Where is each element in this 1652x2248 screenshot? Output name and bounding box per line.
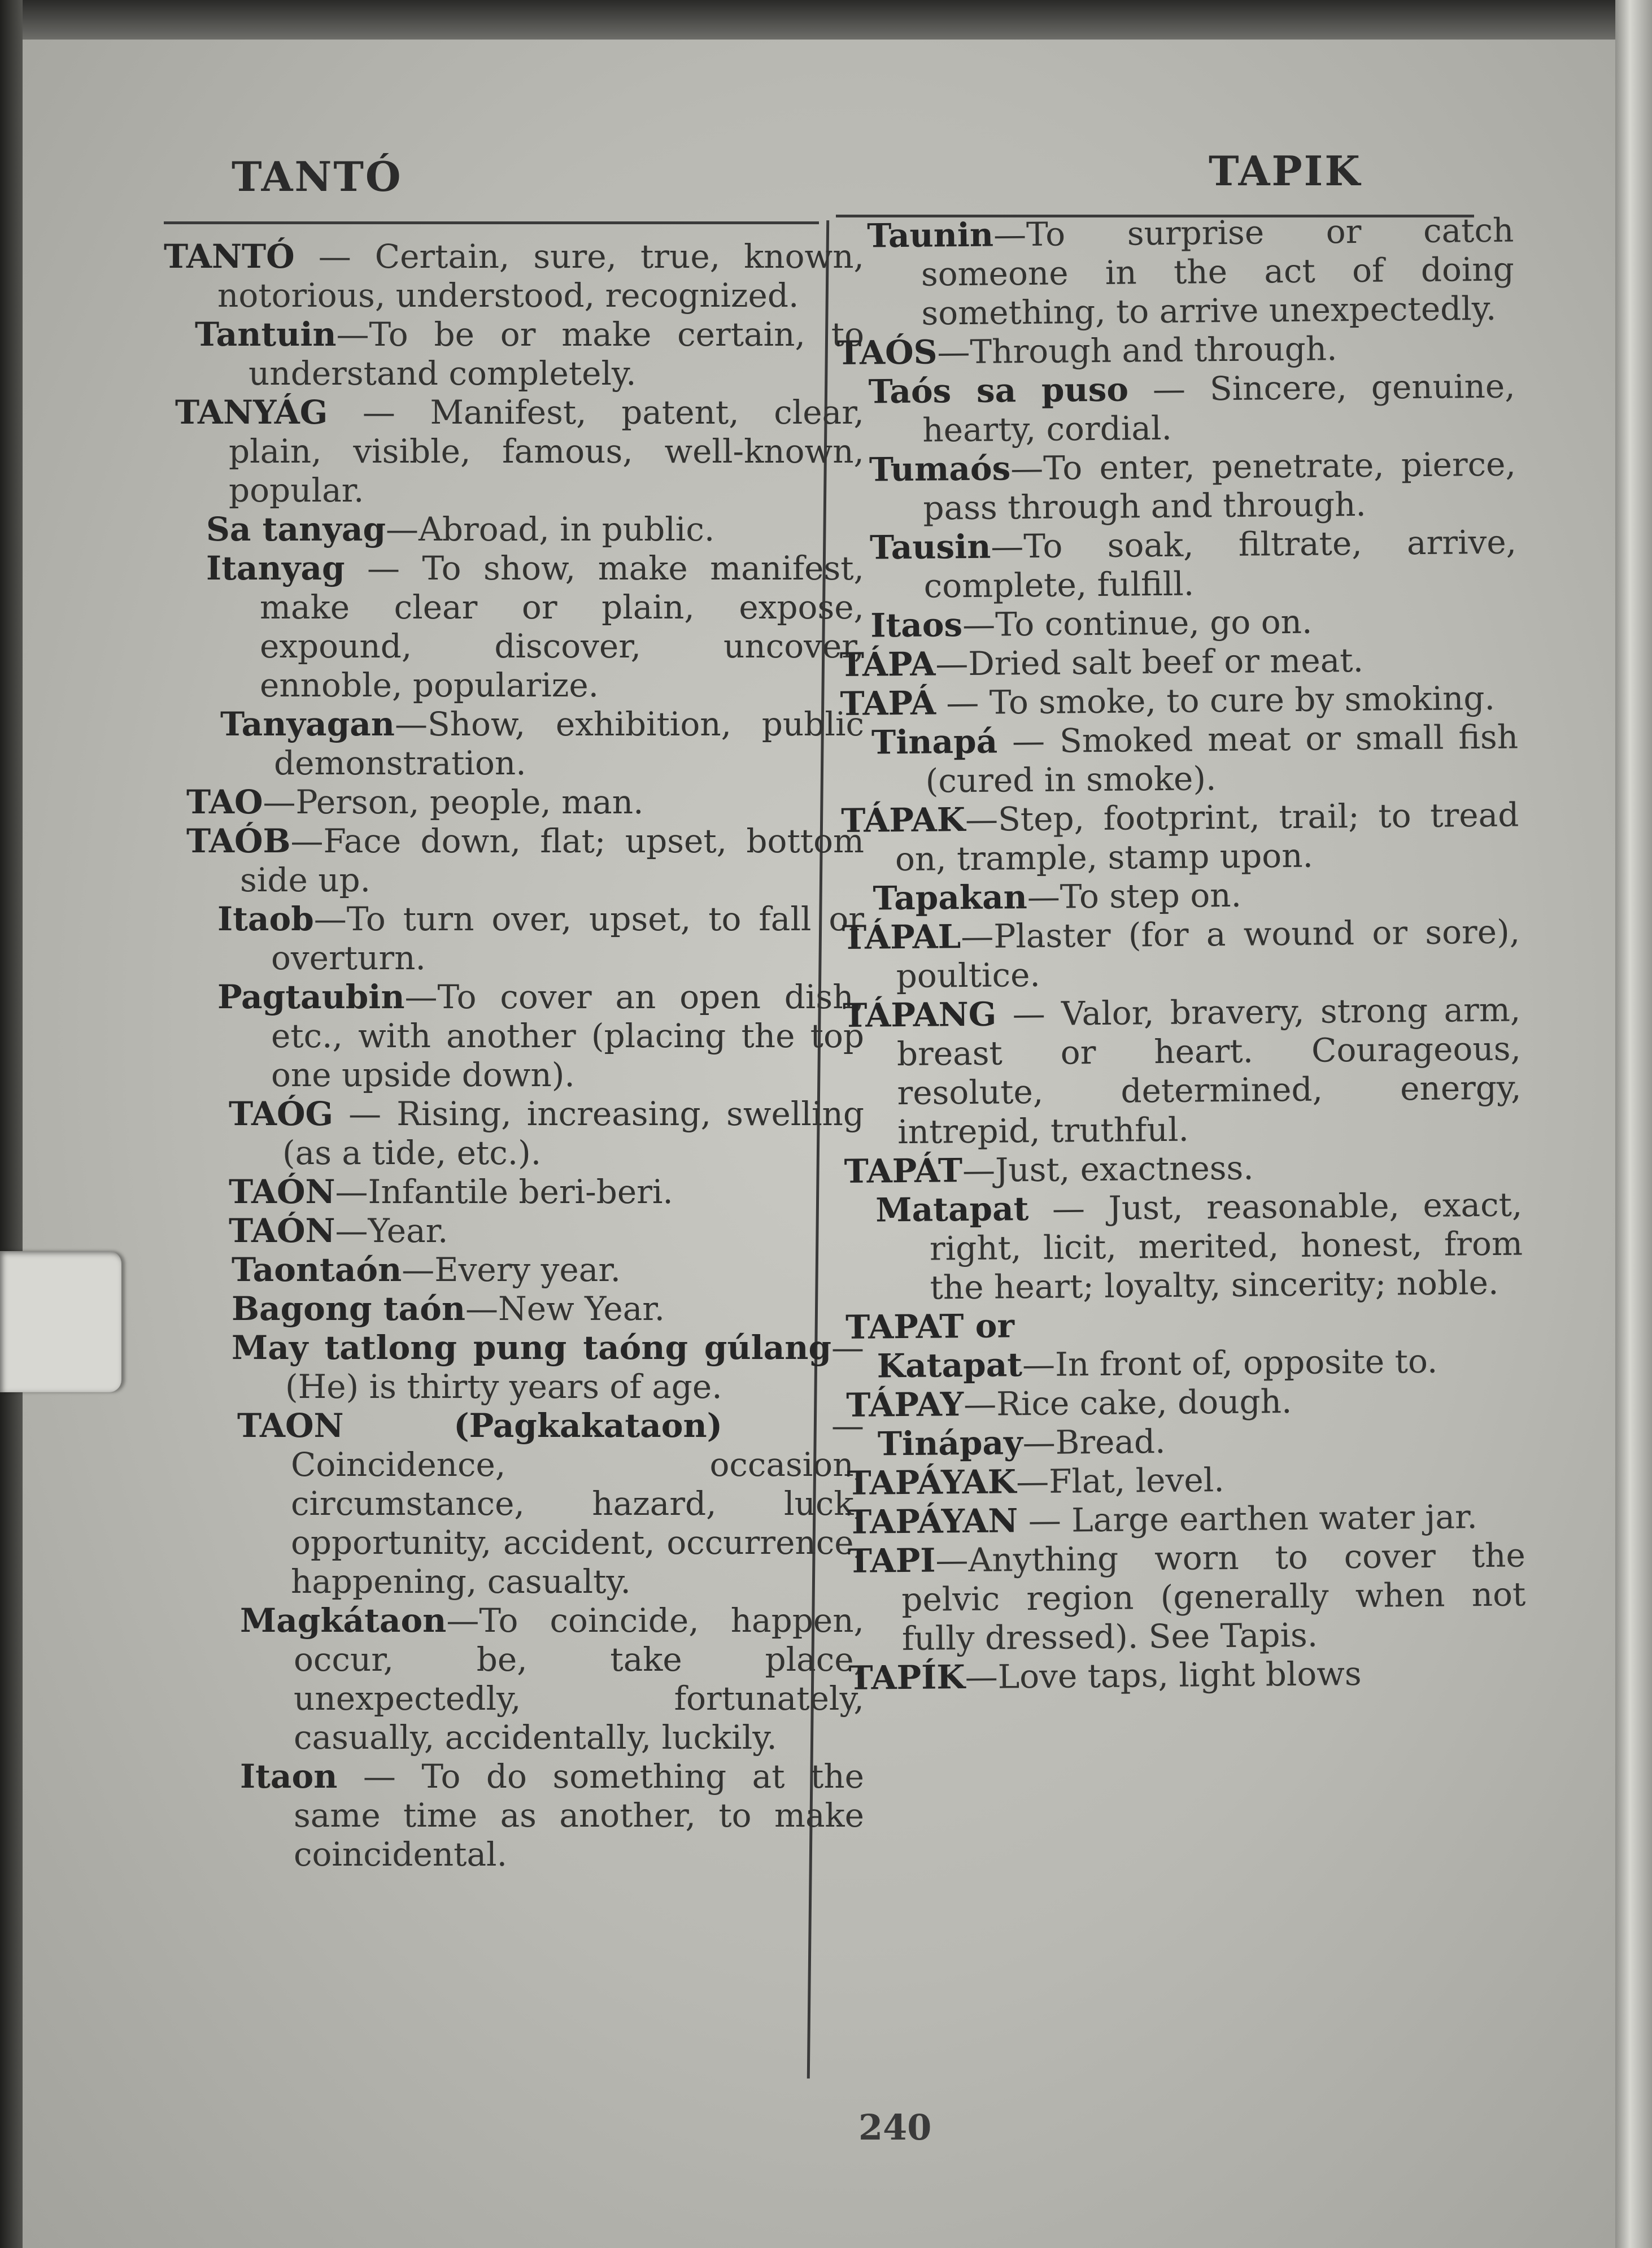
headword: Taontaón bbox=[232, 1251, 402, 1289]
definition: — To do something at the same time as another, to make coincidental. bbox=[294, 1757, 864, 1874]
headword: TÁPA bbox=[839, 644, 936, 684]
definition: — Valor, bravery, strong arm, breast or heart. Courageous, resolute, determined, energy, intrepid, truthful. bbox=[896, 990, 1522, 1152]
dictionary-entry bbox=[837, 367, 1515, 451]
headword: Katapat bbox=[877, 1345, 1023, 1386]
definition: —Year. bbox=[335, 1212, 448, 1250]
dictionary-entry bbox=[186, 822, 864, 900]
headword: TAO bbox=[186, 783, 263, 821]
headword: Bagong taón bbox=[232, 1289, 465, 1328]
definition: — Large earthen water jar. bbox=[1018, 1497, 1477, 1540]
dictionary-entry bbox=[843, 990, 1522, 1152]
headword: Itanyag bbox=[206, 549, 345, 587]
thumb-index-tab[interactable] bbox=[0, 1251, 121, 1392]
definition: —Love taps, light blows bbox=[965, 1654, 1362, 1697]
dictionary-entry bbox=[839, 601, 1518, 646]
dictionary-entry bbox=[841, 795, 1519, 879]
left-column bbox=[164, 237, 864, 1874]
headword: Tausin bbox=[869, 527, 991, 567]
headword: TÁPANG bbox=[843, 995, 997, 1035]
headword: TAÓG bbox=[229, 1095, 334, 1133]
definition: —To coincide, happen, occur, be, take place, unexpectedly, fortunately, casually, accidentally, luckily. bbox=[294, 1601, 864, 1757]
definition: —Person, people, man. bbox=[263, 783, 644, 821]
dictionary-entry bbox=[200, 1251, 864, 1289]
dictionary-entry bbox=[229, 1095, 864, 1173]
dictionary-entry bbox=[200, 1289, 864, 1328]
headword: TANTÓ bbox=[164, 237, 295, 276]
headword: TANYÁG bbox=[175, 393, 328, 432]
headword: TÁPAL bbox=[842, 917, 961, 957]
definition: —To enter, penetrate, pierce, pass through and through. bbox=[923, 445, 1516, 528]
dictionary-entry bbox=[209, 1601, 864, 1757]
definition: —In front of, opposite to. bbox=[1022, 1341, 1438, 1384]
definition: —Show, exhibition, public demonstration. bbox=[274, 705, 864, 782]
headword: Itaob bbox=[217, 900, 314, 938]
definition: —Dried salt beef or meat. bbox=[935, 641, 1364, 683]
dictionary-entry bbox=[838, 445, 1516, 529]
right-column bbox=[836, 211, 1527, 1698]
dictionary-entry bbox=[175, 549, 864, 705]
dictionary-entry bbox=[845, 1341, 1524, 1386]
dictionary-entry bbox=[839, 523, 1517, 607]
headword: Sa tanyag bbox=[206, 510, 386, 548]
definition: —Rice cake, dough. bbox=[963, 1382, 1292, 1424]
definition: — Certain, sure, true, known, notorious, understood, recognized. bbox=[217, 237, 864, 315]
dictionary-entry bbox=[842, 912, 1520, 996]
definition: —To cover an open dish, etc., with another (placing the top one upside down). bbox=[271, 978, 864, 1094]
headword: TÁPAK bbox=[841, 800, 966, 840]
dictionary-entry bbox=[175, 393, 864, 510]
headword: TAPAT or bbox=[845, 1306, 1015, 1347]
header-rule-left bbox=[164, 221, 819, 224]
dictionary-entry bbox=[842, 873, 1520, 918]
headword: TÁPAY bbox=[846, 1385, 964, 1424]
headword: TAPÁYAK bbox=[847, 1462, 1017, 1502]
headword: Matapat bbox=[875, 1190, 1029, 1230]
definition: —Just, exactness. bbox=[962, 1148, 1254, 1190]
headword: TAPI bbox=[847, 1541, 936, 1580]
headword: Taós sa puso bbox=[868, 370, 1129, 411]
definition: —To step on. bbox=[1027, 875, 1242, 917]
headword: TAON (Pagkakataon) bbox=[237, 1406, 723, 1445]
dictionary-entry bbox=[846, 1380, 1524, 1424]
headword: Tinápay bbox=[877, 1423, 1023, 1463]
headword: Itaos bbox=[870, 605, 963, 645]
page-number: 240 bbox=[858, 2107, 932, 2148]
dictionary-entry bbox=[847, 1536, 1526, 1658]
definition: —To continue, go on. bbox=[962, 602, 1313, 644]
definition: —To soak, filtrate, arrive, complete, fulfill. bbox=[923, 522, 1517, 605]
dictionary-entry bbox=[847, 1497, 1525, 1541]
dictionary-entry bbox=[209, 1757, 864, 1874]
dictionary-entry bbox=[229, 1173, 864, 1212]
definition: — Coincidence, occasion, circumstance, hazard, luck, opportunity, accident, occurrence, happening, casualty. bbox=[291, 1406, 864, 1601]
headword: TAPÁ bbox=[840, 683, 936, 723]
definition: — Manifest, patent, clear, plain, visible, famous, well-known, popular. bbox=[229, 393, 864, 509]
headword: TAÓN bbox=[229, 1212, 335, 1250]
headword: Tapakan bbox=[873, 878, 1028, 918]
dictionary-entry bbox=[836, 211, 1515, 334]
definition: —Anything worn to cover the pelvic region (generally when not fully dressed). See Tapis. bbox=[901, 1536, 1526, 1658]
dictionary-entry bbox=[840, 678, 1518, 723]
dictionary-entry bbox=[175, 510, 864, 549]
dictionary-entry bbox=[848, 1653, 1527, 1697]
definition: — Smoked meat or small fish (cured in smoke). bbox=[925, 717, 1519, 800]
headword: Pagtaubin bbox=[217, 978, 405, 1016]
definition: —Face down, flat; upset, bottom side up. bbox=[240, 822, 864, 899]
definition: —Through and through. bbox=[937, 329, 1337, 372]
dictionary-entry bbox=[237, 1406, 864, 1601]
definition: — To show, make manifest, make clear or plain, expose, expound, discover, uncover, ennoble, popularize. bbox=[260, 549, 864, 704]
page-top-shadow bbox=[0, 0, 1652, 40]
definition: —Infantile beri-beri. bbox=[335, 1173, 673, 1211]
dictionary-entry bbox=[200, 1328, 864, 1406]
definition: — Sincere, genuine, hearty, cordial. bbox=[922, 367, 1515, 450]
headword: TAPÍK bbox=[848, 1658, 966, 1697]
headword: Taunin bbox=[866, 215, 994, 255]
dictionary-entry bbox=[837, 328, 1515, 373]
definition: —Step, footprint, trail; to tread on, trample, stamp upon. bbox=[895, 795, 1519, 879]
headword: TAÓS bbox=[836, 333, 938, 372]
page-edge bbox=[1615, 0, 1652, 2248]
dictionary-entry bbox=[840, 639, 1518, 684]
dictionary-entry bbox=[845, 1302, 1524, 1347]
dictionary-entry bbox=[229, 1212, 864, 1251]
headword: TAPÁT bbox=[844, 1151, 963, 1191]
headword: Tantuin bbox=[195, 315, 337, 354]
headword: TAÓN bbox=[229, 1173, 335, 1211]
headword: Tumaós bbox=[869, 449, 1011, 489]
headword: May tatlong pung taóng gúlang bbox=[232, 1328, 831, 1367]
dictionary-entry bbox=[186, 900, 864, 978]
definition: —Flat, level. bbox=[1015, 1461, 1224, 1501]
dictionary-entry bbox=[186, 978, 864, 1095]
definition: —New Year. bbox=[465, 1289, 665, 1328]
definition: — Rising, increasing, swelling (as a tide, etc.). bbox=[282, 1095, 864, 1172]
binding-shadow bbox=[0, 0, 23, 2248]
headword: Itaon bbox=[240, 1757, 338, 1796]
running-head-left: TANTÓ bbox=[232, 153, 403, 201]
definition: —Abroad, in public. bbox=[386, 510, 715, 548]
dictionary-entry bbox=[844, 1185, 1523, 1308]
dictionary-entry bbox=[847, 1419, 1525, 1463]
definition: —To surprise or catch someone in the act of doing something, to arrive unexpectedly. bbox=[921, 211, 1515, 333]
definition: — Just, reasonable, exact, right, licit, merited, honest, from the heart; loyalty, sincerity; noble. bbox=[929, 1185, 1523, 1307]
dictionary-entry bbox=[186, 783, 864, 822]
headword: Tanyagan bbox=[220, 705, 395, 743]
definition: —To turn over, upset, to fall or overturn. bbox=[271, 900, 864, 977]
dictionary-entry bbox=[840, 717, 1519, 801]
definition: —Bread. bbox=[1022, 1422, 1166, 1462]
definition: —To be or make certain, to understand completely. bbox=[249, 315, 864, 393]
running-head-right: TAPIK bbox=[1209, 147, 1362, 195]
dictionary-entry bbox=[847, 1458, 1525, 1502]
definition: —Plaster (for a wound or sore), poultice. bbox=[896, 912, 1520, 996]
headword: Magkátaon bbox=[240, 1601, 447, 1640]
dictionary-entry bbox=[844, 1146, 1522, 1191]
headword: TAÓB bbox=[186, 822, 291, 860]
definition: —Every year. bbox=[402, 1251, 621, 1289]
definition: —(He) is thirty years of age. bbox=[285, 1328, 864, 1406]
headword: Tinapá bbox=[871, 722, 998, 762]
definition: — To smoke, to cure by smoking. bbox=[935, 678, 1496, 722]
dictionary-entry bbox=[175, 705, 864, 783]
dictionary-entry bbox=[164, 237, 864, 315]
headword: TAPÁYAN bbox=[847, 1501, 1018, 1541]
dictionary-entry bbox=[164, 315, 864, 393]
